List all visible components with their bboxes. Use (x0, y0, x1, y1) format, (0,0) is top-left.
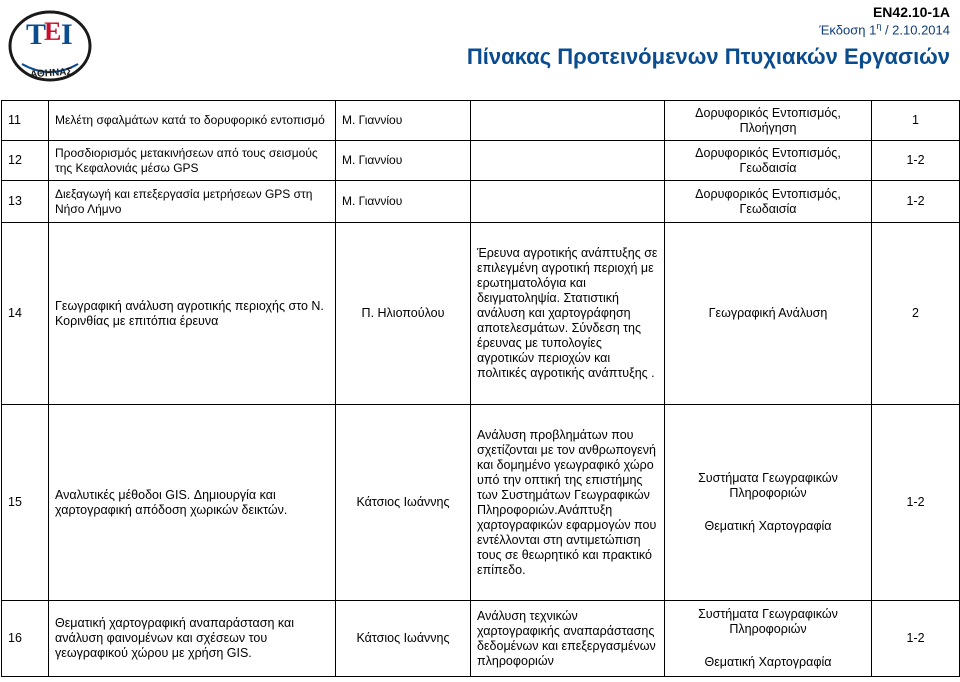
scientific-area: Δορυφορικός Εντοπισμός, Γεωδαισία (665, 181, 872, 223)
document-code: EN42.10-1A (872, 4, 950, 20)
area-primary: Συστήματα Γεωγραφικών Πληροφοριών (698, 471, 838, 500)
supervisor: Μ. Γιαννίου (336, 181, 471, 223)
description: Ανάλυση προβλημάτων που σχετίζονται με τον ανθρωπογενή και δομημένο γεωγραφικό χώρο υπό την οπτική της επιστήμης των Συστημάτων Γεωγραφικών Πληροφοριών.Ανάπτυξη χαρτογραφικών εφαρμογών που εντέλλονται στη αντιμετώπιση τους σε θεωρητικό και πρακτικό επίπεδο. (471, 405, 665, 601)
supervisor: Κάτσιος Ιωάννης (336, 601, 471, 677)
svg-text:Τ: Τ (26, 18, 47, 51)
thesis-title: Αναλυτικές μέθοδοι GIS. Δημιουργία και χαρτογραφική απόδοση χωρικών δεικτών. (49, 405, 336, 601)
scientific-area: Δορυφορικός Εντοπισμός, Πλοήγηση (665, 101, 872, 141)
table-row (2, 223, 960, 405)
row-number: 12 (2, 141, 49, 181)
scientific-area: Δορυφορικός Εντοπισμός, Γεωδαισία (665, 141, 872, 181)
scientific-area: Γεωγραφική Ανάλυση (665, 223, 872, 405)
description (471, 141, 665, 181)
row-number: 11 (2, 101, 49, 141)
thesis-title: Προσδιορισμός μετακινήσεων από τους σεισμούς της Κεφαλονιάς μέσω GPS (49, 141, 336, 181)
svg-text:ΑΘΗΝΑΣ: ΑΘΗΝΑΣ (29, 66, 73, 81)
students-count: 2 (872, 223, 960, 405)
supervisor: Κάτσιος Ιωάννης (336, 405, 471, 601)
table-row (2, 405, 960, 601)
table-row (2, 101, 960, 141)
svg-text:Ι: Ι (61, 18, 73, 51)
scientific-area (665, 405, 872, 601)
row-number: 16 (2, 601, 49, 677)
area-secondary: Θεματική Χαρτογραφία (704, 655, 832, 669)
description (471, 181, 665, 223)
thesis-title: Θεματική χαρτογραφική αναπαράσταση και ανάλυση φαινομένων και σχέσεων του γεωγραφικού χώρου με χρήση GIS. (49, 601, 336, 677)
thesis-table (1, 100, 960, 677)
supervisor: Π. Ηλιοπούλου (336, 223, 471, 405)
svg-text:Ε: Ε (44, 17, 62, 46)
page-title: Πίνακας Προτεινόμενων Πτυχιακών Εργασιών (466, 44, 950, 69)
tei-athens-logo (0, 0, 96, 90)
table-row (2, 141, 960, 181)
row-number: 13 (2, 181, 49, 223)
students-count: 1 (872, 101, 960, 141)
supervisor: Μ. Γιαννίου (336, 141, 471, 181)
thesis-title: Γεωγραφική ανάλυση αγροτικής περιοχής στο Ν. Κορινθίας με επιτόπια έρευνα (49, 223, 336, 405)
area-primary: Συστήματα Γεωγραφικών Πληροφοριών (698, 607, 838, 636)
supervisor: Μ. Γιαννίου (336, 101, 471, 141)
document-issue: Έκδοση $1^\eta / 2.10.2014$ (819, 21, 950, 38)
row-number: 14 (2, 223, 49, 405)
scientific-area (665, 601, 872, 677)
description: Ανάλυση τεχνικών χαρτογραφικής αναπαράστασης δεδομένων και επεξεργασμένων πληροφοριών (471, 601, 665, 677)
row-number: 15 (2, 405, 49, 601)
description: Έρευνα αγροτικής ανάπτυξης σε επιλεγμένη αγροτική περιοχή με ερωτηματολόγια και δειγματοληψία. Στατιστική ανάλυση και χαρτογράφηση αποτελεσμάτων. Σύνδεση της έρευνας με τυπολογίες αγροτικών περιοχών και πολιτικές αγροτικής ανάπτυξης . (471, 223, 665, 405)
students-count: 1-2 (872, 601, 960, 677)
thesis-title: Μελέτη σφαλμάτων κατά το δορυφορικό εντοπισμό (49, 101, 336, 141)
students-count: 1-2 (872, 405, 960, 601)
area-secondary: Θεματική Χαρτογραφία (704, 519, 832, 533)
students-count: 1-2 (872, 141, 960, 181)
description (471, 101, 665, 141)
table-row (2, 601, 960, 677)
students-count: 1-2 (872, 181, 960, 223)
thesis-title: Διεξαγωγή και επεξεργασία μετρήσεων GPS στη Νήσο Λήμνο (49, 181, 336, 223)
table-row (2, 181, 960, 223)
